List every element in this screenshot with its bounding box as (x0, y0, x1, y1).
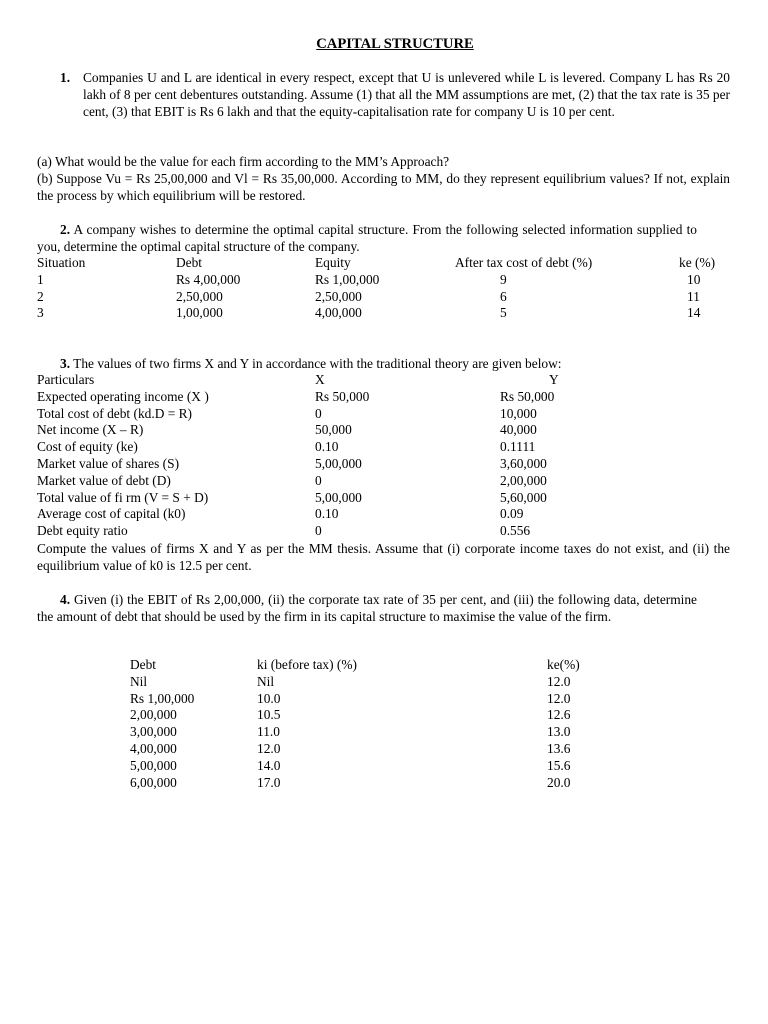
question-4 (37, 592, 730, 626)
table-cell: Net income (X – R) (37, 422, 144, 438)
table-cell: Total cost of debt (kd.D = R) (37, 405, 192, 421)
question-3 (37, 356, 730, 373)
table-header-cell: ke(%) (547, 657, 580, 672)
table-header-cell: Particulars (37, 372, 95, 387)
table-cell: 5,60,000 (500, 489, 547, 505)
table-cell: 5,00,000 (315, 455, 362, 471)
table-cell: 3,00,000 (130, 724, 177, 740)
table-cell: 2 (37, 288, 44, 304)
table-cell: 9 (500, 271, 507, 287)
table-header-row (37, 255, 737, 272)
table-cell: 5 (500, 305, 507, 321)
table-cell: 3 (37, 305, 44, 321)
table-cell: Rs 50,000 (315, 388, 370, 404)
table-cell: 11 (687, 288, 700, 304)
question-4-table (37, 657, 737, 791)
question-3-text: The values of two firms X and Y in accordance with the traditional theory are given below: (70, 356, 562, 371)
table-cell: 2,00,000 (130, 707, 177, 723)
table-cell: Cost of equity (ke) (37, 439, 138, 455)
table-cell: 0 (315, 472, 322, 488)
table-cell: 2,50,000 (176, 288, 223, 304)
question-2-intro (37, 222, 697, 256)
table-cell: Rs 4,00,000 (176, 271, 241, 287)
table-cell: 4,00,000 (130, 740, 177, 756)
question-2-text: A company wishes to determine the optimal capital structure. From the following selected information supplied to you, determine the optimal capital structure of the company. (37, 222, 697, 254)
table-header-cell: Y (549, 372, 559, 387)
table-cell: Nil (130, 673, 148, 689)
table-header-cell: ki (before tax) (%) (257, 657, 358, 672)
table-header-cell: After tax cost of debt (%) (455, 255, 593, 270)
table-header-row (37, 657, 737, 674)
table-cell: 0.1111 (500, 439, 536, 455)
table-cell: 6,00,000 (130, 774, 177, 790)
question-2 (37, 222, 730, 256)
table-cell: 0 (315, 405, 322, 421)
table-row (37, 490, 737, 507)
table-row (37, 506, 737, 523)
table-row (37, 775, 737, 792)
table-cell: 10.5 (257, 707, 281, 723)
table-row (37, 422, 737, 439)
question-2-table (37, 255, 737, 322)
table-header-row (37, 372, 737, 389)
table-cell: Rs 50,000 (500, 388, 555, 404)
table-cell: Total value of fi rm (V = S + D) (37, 489, 209, 505)
table-cell: 40,000 (500, 422, 537, 438)
table-cell: 20.0 (547, 774, 571, 790)
table-header-cell: X (315, 372, 325, 387)
table-cell: 2,50,000 (315, 288, 362, 304)
table-row (37, 758, 737, 775)
table-cell: Average cost of capital (k0) (37, 506, 186, 522)
table-cell: 0.10 (315, 439, 339, 455)
table-row (37, 305, 737, 322)
table-header-cell: ke (%) (679, 255, 716, 270)
table-cell: 10,000 (500, 405, 537, 421)
table-cell: 10 (687, 271, 701, 287)
table-cell: 11.0 (257, 724, 280, 740)
table-row (37, 389, 737, 406)
question-2-number: 2. (60, 222, 71, 237)
table-header-cell: Situation (37, 255, 86, 270)
question-1-parts (37, 154, 730, 204)
table-cell: 12.6 (547, 707, 571, 723)
question-4-text: Given (i) the EBIT of Rs 2,00,000, (ii) the corporate tax rate of 35 per cent, and (iii) the following data, determine the amount of debt that should be used by the firm in its capital structure to maximise the value of the firm. (37, 592, 697, 624)
question-3-intro (37, 356, 697, 373)
table-row (37, 674, 737, 691)
table-cell: 4,00,000 (315, 305, 362, 321)
table-row (37, 289, 737, 306)
question-3-table (37, 372, 737, 540)
table-cell: 0.10 (315, 506, 339, 522)
table-cell: 13.6 (547, 740, 571, 756)
table-header-cell: Debt (176, 255, 203, 270)
question-1-part-a: (a) What would be the value for each firm according to the MM’s Approach? (37, 154, 450, 169)
question-1-number: 1. (60, 70, 71, 85)
table-cell: Expected operating income (X ) (37, 388, 209, 404)
table-cell: Market value of shares (S) (37, 455, 180, 471)
table-cell: 5,00,000 (315, 489, 362, 505)
table-row (37, 724, 737, 741)
table-header-cell: Equity (315, 255, 351, 270)
table-row (37, 406, 737, 423)
table-cell: 10.0 (257, 690, 281, 706)
question-1-text: Companies U and L are identical in every respect, except that U is unlevered while L is levered. Company L has Rs 20 lakh of 8 per cent debentures outstanding. Assume (1) that all the MM assumptions are met, (2) that the tax rate is 35 per cent, (3) that EBIT is Rs 6 lakh and that the equity-capitalisation rate for company U is 10 per cent. (83, 70, 730, 119)
table-cell: 1,00,000 (176, 305, 223, 321)
table-cell: Debt equity ratio (37, 523, 128, 539)
table-row (37, 456, 737, 473)
table-cell: 12.0 (547, 673, 571, 689)
table-cell: 6 (500, 288, 507, 304)
table-cell: 12.0 (257, 740, 281, 756)
table-cell: 2,00,000 (500, 472, 547, 488)
table-cell: 0.09 (500, 506, 524, 522)
question-1-part-b: (b) Suppose Vu = Rs 25,00,000 and Vl = Rs 35,00,000. According to MM, do they represent equilibrium values? If not, explain the process by which equilibrium will be restored. (37, 170, 730, 203)
table-row (37, 741, 737, 758)
table-row (37, 707, 737, 724)
table-row (37, 272, 737, 289)
question-4-number: 4. (60, 592, 71, 607)
table-cell: 14 (687, 305, 701, 321)
table-row (37, 523, 737, 540)
table-cell: 0.556 (500, 523, 531, 539)
table-cell: 1 (37, 271, 44, 287)
table-cell: Rs 1,00,000 (130, 690, 195, 706)
table-cell: 15.6 (547, 757, 571, 773)
question-1 (37, 70, 730, 120)
table-cell: 0 (315, 523, 322, 539)
table-cell: 13.0 (547, 724, 571, 740)
table-row (37, 439, 737, 456)
question-3-number: 3. (60, 356, 71, 371)
table-cell: 3,60,000 (500, 455, 547, 471)
table-row (37, 691, 737, 708)
page-title: CAPITAL STRUCTURE (316, 36, 474, 52)
table-cell: 50,000 (315, 422, 352, 438)
table-cell: 14.0 (257, 757, 281, 773)
question-3-tail: Compute the values of firms X and Y as per the MM thesis. Assume that (i) corporate income taxes do not exist, and (ii) the equilibrium value of k0 is 12.5 per cent. (37, 541, 730, 573)
table-cell: 5,00,000 (130, 757, 177, 773)
table-cell: Rs 1,00,000 (315, 271, 380, 287)
table-cell: 12.0 (547, 690, 571, 706)
table-cell: 17.0 (257, 774, 281, 790)
table-row (37, 473, 737, 490)
table-cell: Nil (257, 673, 275, 689)
table-header-cell: Debt (130, 657, 157, 672)
question-4-intro (37, 592, 697, 626)
table-cell: Market value of debt (D) (37, 472, 171, 488)
